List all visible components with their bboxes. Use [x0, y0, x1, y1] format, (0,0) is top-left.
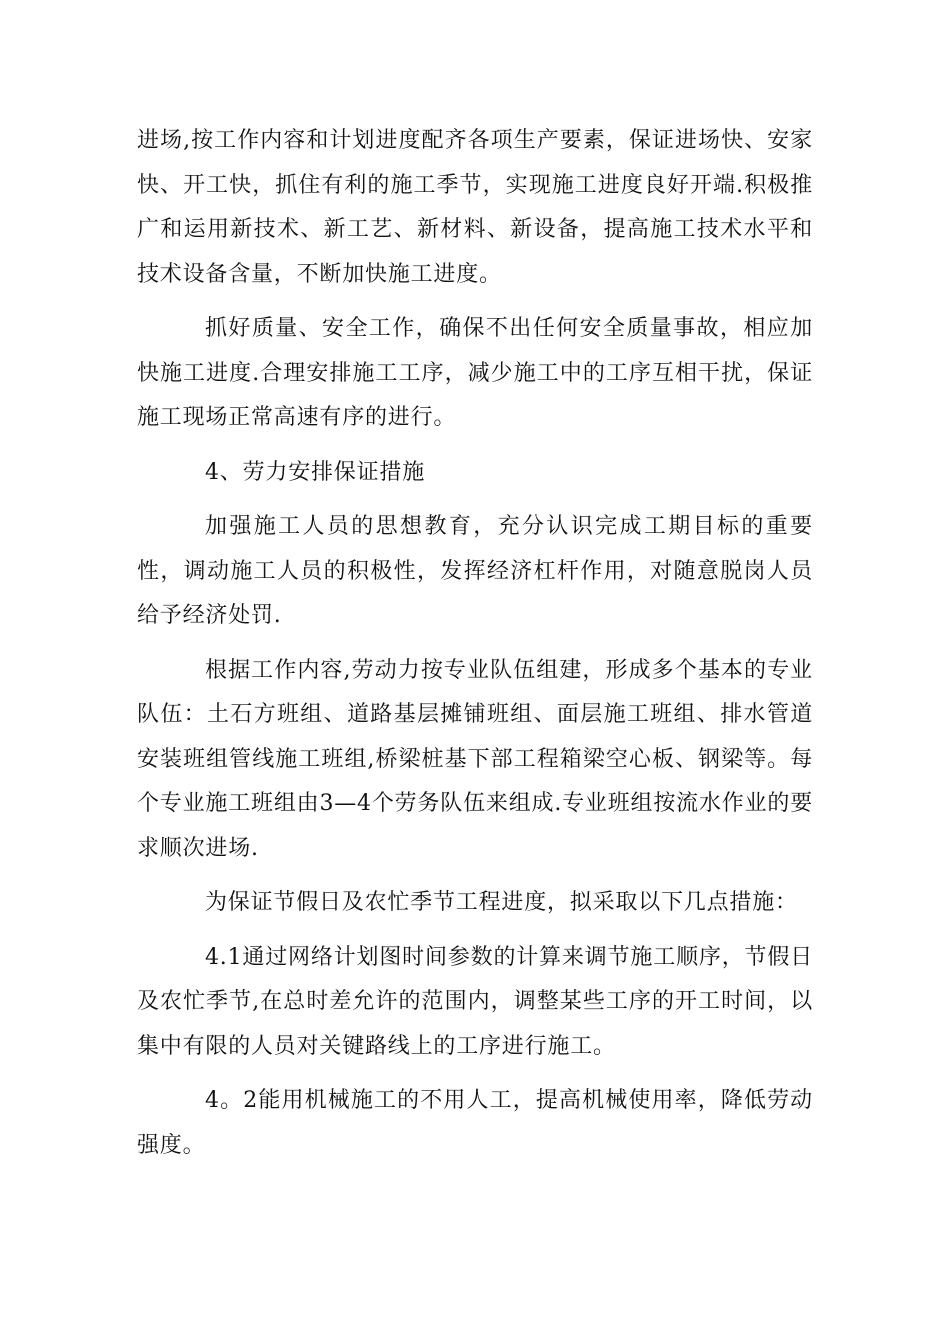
document-body: [137, 119, 813, 1178]
paragraph-worker-education: 加强施工人员的思想教育，充分认识完成工期目标的重要性，调动施工人员的积极性，发挥经济杠杆作用，对随意脱岗人员给予经济处罚.: [137, 514, 813, 628]
paragraph-measure-4-1: 4.1通过网络计划图时间参数的计算来调节施工顺序，节假日及农忙季节,在总时差允许的范围内，调整某些工序的开工时间，以集中有限的人员对关键路线上的工序进行施工。: [137, 944, 813, 1059]
paragraph-site-entry: 进场,按工作内容和计划进度配齐各项生产要素，保证进场快、安家快、开工快，抓住有利的施工季节，实现施工进度良好开端.积极推广和运用新技术、新工艺、新材料、新设备，提高施工技术水平和技术设备含量，不断加快施工进度。: [137, 128, 813, 287]
paragraph-quality-safety: 抓好质量、安全工作，确保不出任何安全质量事故，相应加快施工进度.合理安排施工工序，减少施工中的工序互相干扰，保证施工现场正常高速有序的进行。: [137, 316, 813, 430]
section-heading-labor-arrangement: 4、劳力安排保证措施: [205, 459, 425, 485]
paragraph-labor-teams: 根据工作内容,劳动力按专业队伍组建，形成多个基本的专业队伍：土石方班组、道路基层摊铺班组、面层施工班组、排水管道安装班组管线施工班组,桥梁桩基下部工程箱梁空心板、钢梁等。每个专业施工班组由3—4个劳务队伍来组成.专业班组按流水作业的要求顺次进场.: [137, 657, 813, 861]
paragraph-measure-4-2: 4。2能用机械施工的不用人工，提高机械使用率，降低劳动强度。: [137, 1088, 813, 1158]
paragraph-holiday-measures: 为保证节假日及农忙季节工程进度，拟采取以下几点措施：: [205, 890, 798, 915]
